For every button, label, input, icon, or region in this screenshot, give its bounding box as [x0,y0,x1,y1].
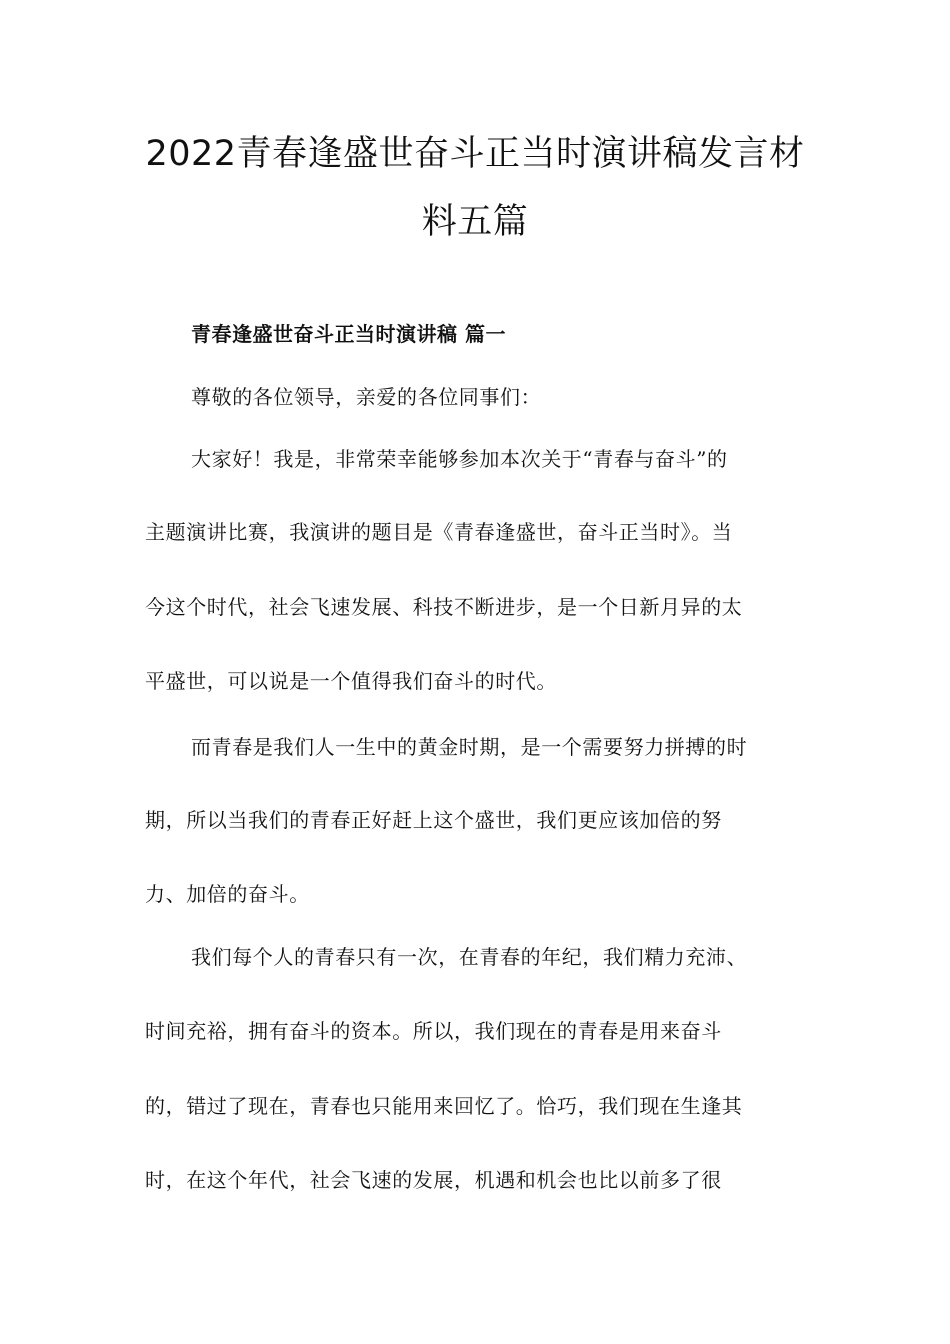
section-heading: 青春逢盛世奋斗正当时演讲稿 篇一 [191,322,506,346]
paragraph-line: 的，错过了现在，青春也只能用来回忆了。恰巧，我们现在生逢其 [145,1094,743,1118]
paragraph-line: 时，在这个年代，社会飞速的发展，机遇和机会也比以前多了很 [145,1168,722,1192]
paragraph-line: 期，所以当我们的青春正好赶上这个盛世，我们更应该加倍的努 [145,808,722,832]
document-title-line-2: 料五篇 [421,202,529,242]
paragraph-line: 力、加倍的奋斗。 [145,882,310,906]
paragraph-line: 我们每个人的青春只有一次，在青春的年纪，我们精力充沛、 [191,945,748,969]
paragraph-line: 大家好！我是，非常荣幸能够参加本次关于“青春与奋斗”的 [191,447,728,471]
salutation-line: 尊敬的各位领导，亲爱的各位同事们： [191,385,542,409]
paragraph-line: 今这个时代，社会飞速发展、科技不断进步，是一个日新月异的太 [145,595,743,619]
paragraph-line: 平盛世，可以说是一个值得我们奋斗的时代。 [145,669,557,693]
paragraph-line: 主题演讲比赛，我演讲的题目是《青春逢盛世，奋斗正当时》。当 [145,520,733,544]
paragraph-line: 而青春是我们人一生中的黄金时期，是一个需要努力拼搏的时 [191,735,748,759]
document-title-line-1: 2022青春逢盛世奋斗正当时演讲稿发言材 [145,134,805,174]
paragraph-line: 时间充裕，拥有奋斗的资本。所以，我们现在的青春是用来奋斗 [145,1019,722,1043]
